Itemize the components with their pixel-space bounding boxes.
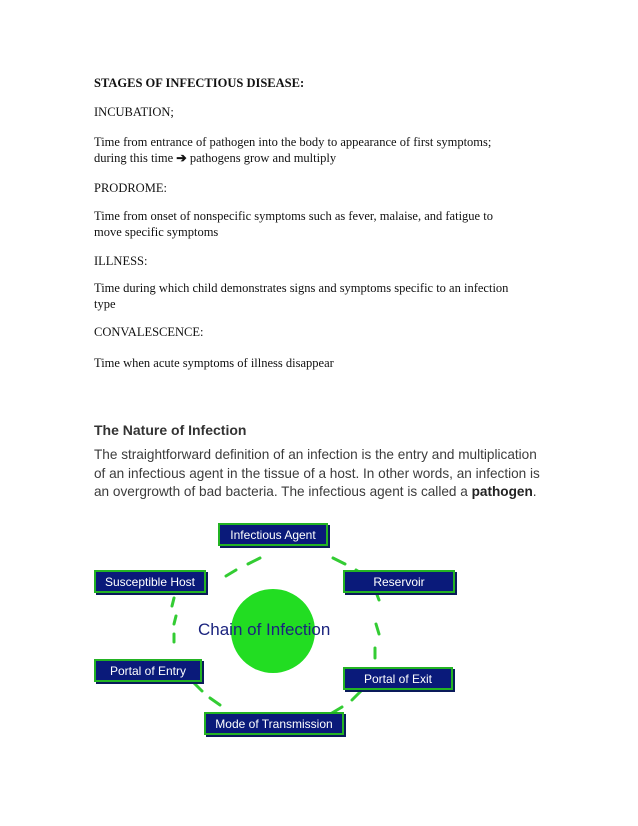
center-label: Chain of Infection [198, 620, 331, 639]
illness-label: ILLNESS: [94, 254, 148, 268]
node-reservoir: Reservoir [343, 570, 455, 593]
incubation-text [94, 134, 544, 166]
node-portal-of-entry: Portal of Entry [94, 659, 202, 682]
node-infectious-agent: Infectious Agent [218, 523, 328, 546]
node-susceptible-host: Susceptible Host [94, 570, 206, 593]
incubation-line-2-end: pathogens grow and multiply [189, 151, 337, 165]
incubation-line-1: Time from entrance of pathogen into the body to appearance of first symptoms; [94, 135, 492, 149]
convalescence-text: Time when acute symptoms of illness disappear [94, 356, 334, 370]
dash [333, 558, 345, 564]
dash [172, 598, 174, 606]
chain-of-infection-diagram [88, 520, 468, 740]
nature-para-text: The straightforward definition of an infection is the entry and multiplication of an infectious agent in the tissue of a host. In other words, an infection is an overgrowth of bad bacteria. The infectious agent is called a [94, 447, 540, 499]
right-arrow-icon: ➔ [176, 151, 187, 165]
incubation-line-2 [94, 150, 544, 166]
illness-text [94, 280, 544, 312]
incubation-line-2-start: during this time [94, 151, 174, 165]
nature-of-infection-title: The Nature of Infection [94, 422, 247, 438]
dash [210, 698, 220, 705]
dash [376, 592, 379, 600]
convalescence-label: CONVALESCENCE: [94, 325, 204, 339]
dash [248, 558, 260, 564]
prodrome-text [94, 208, 544, 240]
dash [226, 570, 236, 576]
node-portal-of-exit: Portal of Exit [343, 667, 453, 690]
prodrome-line-2: move specific symptoms [94, 225, 219, 239]
prodrome-line-1: Time from onset of nonspecific symptoms such as fever, malaise, and fatigue to [94, 209, 493, 223]
stages-title: STAGES OF INFECTIOUS DISEASE: [94, 76, 305, 90]
dash [174, 616, 176, 624]
illness-line-1: Time during which child demonstrates signs and symptoms specific to an infection [94, 281, 509, 295]
dash [352, 690, 362, 700]
incubation-label: INCUBATION; [94, 105, 174, 119]
node-mode-of-transmission: Mode of Transmission [204, 712, 344, 735]
illness-line-2: type [94, 297, 116, 311]
nature-para-end: . [532, 484, 537, 499]
dash [194, 683, 202, 691]
nature-of-infection-paragraph [94, 446, 546, 502]
pathogen-term: pathogen [471, 484, 533, 499]
prodrome-label: PRODROME: [94, 181, 167, 195]
dash [376, 624, 379, 634]
